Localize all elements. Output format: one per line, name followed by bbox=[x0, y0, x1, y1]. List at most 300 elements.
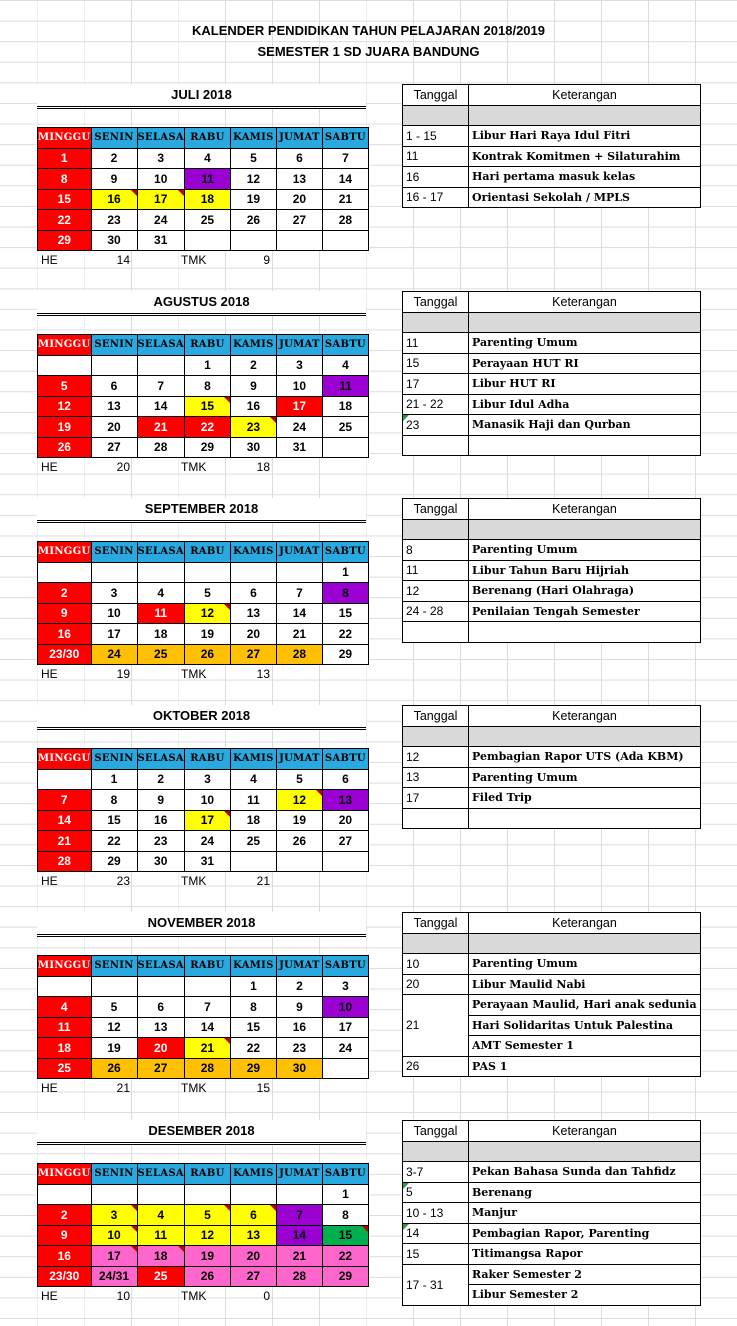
note-date: 5 bbox=[403, 1182, 469, 1203]
notes-gray-cell bbox=[469, 933, 701, 954]
day-cell: 29 bbox=[322, 1266, 368, 1287]
weekday-header-row bbox=[38, 1164, 369, 1185]
notes-header-keterangan: Keterangan bbox=[469, 913, 701, 934]
note-description: Orientasi Sekolah / MPLS bbox=[469, 187, 701, 208]
note-description: Pekan Bahasa Sunda dan Tahfidz bbox=[469, 1162, 701, 1183]
week-row bbox=[38, 562, 369, 583]
note-description: Penilaian Tengah Semester bbox=[469, 601, 701, 622]
day-cell: 26 bbox=[38, 437, 92, 458]
day-cell: 12 bbox=[276, 790, 322, 811]
he-value: 19 bbox=[116, 667, 130, 681]
he-value: 20 bbox=[116, 460, 130, 474]
day-cell: 9 bbox=[276, 997, 322, 1018]
he-label: HE bbox=[41, 460, 58, 474]
empty-day-cell bbox=[91, 1184, 137, 1205]
notes-row bbox=[403, 1162, 701, 1183]
notes-gray-cell bbox=[469, 519, 701, 540]
week-row bbox=[38, 437, 369, 458]
notes-header-row bbox=[403, 706, 701, 727]
notes-row bbox=[403, 747, 701, 768]
weekday-header: SENIN bbox=[91, 128, 137, 149]
day-cell: 31 bbox=[276, 437, 322, 458]
note-date: 10 bbox=[403, 954, 469, 975]
day-cell: 7 bbox=[276, 583, 322, 604]
day-cell: 1 bbox=[322, 1184, 368, 1205]
day-cell: 28 bbox=[184, 1058, 230, 1079]
month-block bbox=[0, 1120, 737, 1326]
day-cell: 12 bbox=[184, 1225, 230, 1246]
week-row bbox=[38, 355, 369, 376]
day-cell: 14 bbox=[184, 1017, 230, 1038]
note-date: 10 - 13 bbox=[403, 1203, 469, 1224]
day-cell: 24 bbox=[276, 417, 322, 438]
day-cell: 29 bbox=[230, 1058, 276, 1079]
day-cell: 18 bbox=[230, 810, 276, 831]
note-description: Pembagian Rapor, Parenting bbox=[469, 1223, 701, 1244]
notes-row bbox=[403, 353, 701, 374]
empty-day-cell bbox=[322, 437, 368, 458]
note-description bbox=[469, 808, 701, 829]
empty-day-cell bbox=[322, 1058, 368, 1079]
note-date: 13 bbox=[403, 767, 469, 788]
day-cell: 1 bbox=[322, 562, 368, 583]
day-cell: 8 bbox=[184, 376, 230, 397]
notes-header-row bbox=[403, 1121, 701, 1142]
day-cell: 3 bbox=[276, 355, 322, 376]
day-cell: 28 bbox=[322, 210, 368, 231]
note-date bbox=[403, 622, 469, 643]
note-date: 12 bbox=[403, 747, 469, 768]
notes-header-tanggal: Tanggal bbox=[403, 1121, 469, 1142]
day-cell: 17 bbox=[184, 810, 230, 831]
day-cell: 12 bbox=[38, 396, 92, 417]
day-cell: 30 bbox=[230, 437, 276, 458]
day-cell: 26 bbox=[230, 210, 276, 231]
day-cell: 18 bbox=[184, 189, 230, 210]
weekday-header: SENIN bbox=[91, 542, 137, 563]
weekday-header: RABU bbox=[184, 128, 230, 149]
day-cell: 15 bbox=[230, 1017, 276, 1038]
day-cell: 23 bbox=[230, 417, 276, 438]
day-cell: 9 bbox=[38, 1225, 92, 1246]
empty-day-cell bbox=[137, 562, 184, 583]
week-row bbox=[38, 790, 369, 811]
note-description: Manjur bbox=[469, 1203, 701, 1224]
day-cell: 12 bbox=[184, 603, 230, 624]
he-value: 23 bbox=[116, 874, 130, 888]
notes-header-keterangan: Keterangan bbox=[469, 292, 701, 313]
empty-day-cell bbox=[230, 851, 276, 872]
day-cell: 2 bbox=[38, 583, 92, 604]
note-description: Libur Hari Raya Idul Fitri bbox=[469, 126, 701, 147]
note-description: Pembagian Rapor UTS (Ada KBM) bbox=[469, 747, 701, 768]
note-description: Raker Semester 2 bbox=[469, 1264, 701, 1285]
day-cell: 21 bbox=[38, 831, 92, 852]
day-cell: 7 bbox=[38, 790, 92, 811]
day-cell: 22 bbox=[38, 210, 92, 231]
notes-row bbox=[403, 1223, 701, 1244]
tmk-label: TMK bbox=[181, 460, 207, 474]
week-row bbox=[38, 644, 369, 665]
month-title: JULI 2018 bbox=[37, 84, 366, 109]
day-cell: 25 bbox=[137, 1266, 184, 1287]
day-cell: 4 bbox=[184, 148, 230, 169]
tmk-value: 21 bbox=[256, 874, 270, 888]
day-cell: 11 bbox=[184, 169, 230, 190]
day-cell: 23 bbox=[137, 831, 184, 852]
notes-row bbox=[403, 435, 701, 456]
month-block bbox=[0, 912, 737, 1118]
notes-gray-row bbox=[403, 1141, 701, 1162]
empty-day-cell bbox=[184, 562, 230, 583]
day-cell: 5 bbox=[91, 997, 137, 1018]
day-cell: 22 bbox=[230, 1038, 276, 1059]
day-cell: 15 bbox=[91, 810, 137, 831]
day-cell: 11 bbox=[38, 1017, 92, 1038]
note-date: 26 bbox=[403, 1056, 469, 1077]
note-description: Libur Semester 2 bbox=[469, 1285, 701, 1306]
day-cell: 2 bbox=[276, 976, 322, 997]
month-title: NOVEMBER 2018 bbox=[37, 912, 366, 937]
day-cell: 4 bbox=[137, 1205, 184, 1226]
day-cell: 20 bbox=[230, 1246, 276, 1267]
day-cell: 25 bbox=[230, 831, 276, 852]
weekday-header-row bbox=[38, 956, 369, 977]
notes-gray-cell bbox=[403, 1141, 469, 1162]
notes-row bbox=[403, 767, 701, 788]
day-cell: 15 bbox=[38, 189, 92, 210]
day-cell: 10 bbox=[276, 376, 322, 397]
note-date: 21 bbox=[403, 995, 469, 1057]
notes-header-row bbox=[403, 913, 701, 934]
month-block bbox=[0, 84, 737, 290]
day-cell: 24 bbox=[184, 831, 230, 852]
empty-day-cell bbox=[276, 851, 322, 872]
weekday-header: SELASA bbox=[137, 956, 184, 977]
day-cell: 22 bbox=[322, 624, 368, 645]
note-description: Libur Maulid Nabi bbox=[469, 974, 701, 995]
calendar-grid bbox=[37, 748, 369, 872]
notes-gray-cell bbox=[469, 312, 701, 333]
notes-row bbox=[403, 995, 701, 1016]
calendar-grid bbox=[37, 127, 369, 251]
day-cell: 28 bbox=[38, 851, 92, 872]
notes-table bbox=[402, 498, 701, 643]
notes-header-row bbox=[403, 85, 701, 106]
note-date: 12 bbox=[403, 581, 469, 602]
tmk-label: TMK bbox=[181, 1289, 207, 1303]
weekday-header: KAMIS bbox=[230, 1164, 276, 1185]
weekday-header: SENIN bbox=[91, 956, 137, 977]
empty-day-cell bbox=[230, 1184, 276, 1205]
day-cell: 24 bbox=[91, 644, 137, 665]
note-description: Berenang bbox=[469, 1182, 701, 1203]
day-cell: 29 bbox=[184, 437, 230, 458]
week-row bbox=[38, 417, 369, 438]
weekday-header: MINGGU bbox=[38, 542, 92, 563]
he-label: HE bbox=[41, 874, 58, 888]
day-cell: 29 bbox=[38, 230, 92, 251]
empty-day-cell bbox=[276, 1184, 322, 1205]
empty-day-cell bbox=[276, 230, 322, 251]
notes-row bbox=[403, 394, 701, 415]
notes-row bbox=[403, 333, 701, 354]
day-cell: 9 bbox=[137, 790, 184, 811]
day-cell: 7 bbox=[184, 997, 230, 1018]
notes-row bbox=[403, 167, 701, 188]
note-description: Parenting Umum bbox=[469, 540, 701, 561]
tmk-label: TMK bbox=[181, 1081, 207, 1095]
day-cell: 15 bbox=[184, 396, 230, 417]
day-cell: 28 bbox=[137, 437, 184, 458]
day-cell: 10 bbox=[184, 790, 230, 811]
tmk-value: 13 bbox=[256, 667, 270, 681]
day-cell: 22 bbox=[322, 1246, 368, 1267]
day-cell: 28 bbox=[276, 644, 322, 665]
day-cell: 13 bbox=[322, 790, 368, 811]
note-date: 11 bbox=[403, 333, 469, 354]
day-cell: 26 bbox=[91, 1058, 137, 1079]
day-cell: 5 bbox=[184, 1205, 230, 1226]
empty-day-cell bbox=[137, 976, 184, 997]
day-cell: 21 bbox=[137, 417, 184, 438]
tmk-label: TMK bbox=[181, 253, 207, 267]
he-value: 10 bbox=[116, 1289, 130, 1303]
day-cell: 18 bbox=[137, 624, 184, 645]
notes-table bbox=[402, 291, 701, 456]
day-cell: 9 bbox=[230, 376, 276, 397]
day-cell: 19 bbox=[91, 1038, 137, 1059]
empty-day-cell bbox=[322, 851, 368, 872]
day-cell: 1 bbox=[91, 769, 137, 790]
day-cell: 9 bbox=[91, 169, 137, 190]
day-cell: 26 bbox=[184, 644, 230, 665]
weekday-header: KAMIS bbox=[230, 542, 276, 563]
day-cell: 14 bbox=[322, 169, 368, 190]
notes-row bbox=[403, 601, 701, 622]
weekday-header: RABU bbox=[184, 749, 230, 770]
week-row bbox=[38, 1184, 369, 1205]
month-block bbox=[0, 705, 737, 911]
note-date: 20 bbox=[403, 974, 469, 995]
day-cell: 23 bbox=[91, 210, 137, 231]
note-date: 1 - 15 bbox=[403, 126, 469, 147]
notes-row bbox=[403, 808, 701, 829]
day-cell: 12 bbox=[230, 169, 276, 190]
day-cell: 7 bbox=[322, 148, 368, 169]
note-description: Libur Idul Adha bbox=[469, 394, 701, 415]
notes-header-tanggal: Tanggal bbox=[403, 913, 469, 934]
day-cell: 27 bbox=[91, 437, 137, 458]
month-block bbox=[0, 498, 737, 704]
day-cell: 8 bbox=[38, 169, 92, 190]
weekday-header: SELASA bbox=[137, 542, 184, 563]
week-row bbox=[38, 583, 369, 604]
day-cell: 3 bbox=[91, 583, 137, 604]
weekday-header: RABU bbox=[184, 1164, 230, 1185]
week-row bbox=[38, 189, 369, 210]
week-row bbox=[38, 210, 369, 231]
weekday-header: MINGGU bbox=[38, 749, 92, 770]
empty-day-cell bbox=[137, 1184, 184, 1205]
note-date: 15 bbox=[403, 1244, 469, 1265]
weekday-header: MINGGU bbox=[38, 956, 92, 977]
empty-day-cell bbox=[322, 230, 368, 251]
calendar-grid bbox=[37, 1163, 369, 1287]
weekday-header: KAMIS bbox=[230, 335, 276, 356]
day-cell: 16 bbox=[276, 1017, 322, 1038]
weekday-header: KAMIS bbox=[230, 749, 276, 770]
day-cell: 4 bbox=[322, 355, 368, 376]
day-cell: 20 bbox=[230, 624, 276, 645]
week-row bbox=[38, 1058, 369, 1079]
day-cell: 11 bbox=[137, 603, 184, 624]
note-description: PAS 1 bbox=[469, 1056, 701, 1077]
day-cell: 21 bbox=[184, 1038, 230, 1059]
week-row bbox=[38, 169, 369, 190]
he-value: 21 bbox=[116, 1081, 130, 1095]
notes-table bbox=[402, 84, 701, 208]
empty-day-cell bbox=[38, 1184, 92, 1205]
week-row bbox=[38, 976, 369, 997]
weekday-header: SABTU bbox=[322, 335, 368, 356]
day-cell: 23 bbox=[276, 1038, 322, 1059]
day-cell: 13 bbox=[91, 396, 137, 417]
weekday-header: JUMAT bbox=[276, 956, 322, 977]
day-cell: 31 bbox=[184, 851, 230, 872]
day-cell: 7 bbox=[137, 376, 184, 397]
day-cell: 6 bbox=[322, 769, 368, 790]
note-date: 17 - 31 bbox=[403, 1264, 469, 1305]
day-cell: 6 bbox=[230, 583, 276, 604]
weekday-header: MINGGU bbox=[38, 335, 92, 356]
weekday-header: JUMAT bbox=[276, 542, 322, 563]
weekday-header: MINGGU bbox=[38, 128, 92, 149]
day-cell: 2 bbox=[91, 148, 137, 169]
day-cell: 18 bbox=[322, 396, 368, 417]
day-cell: 20 bbox=[322, 810, 368, 831]
weekday-header: JUMAT bbox=[276, 335, 322, 356]
note-description: AMT Semester 1 bbox=[469, 1036, 701, 1057]
notes-header-keterangan: Keterangan bbox=[469, 499, 701, 520]
notes-row bbox=[403, 187, 701, 208]
day-cell: 16 bbox=[91, 189, 137, 210]
notes-row bbox=[403, 1244, 701, 1265]
notes-header-tanggal: Tanggal bbox=[403, 85, 469, 106]
day-cell: 4 bbox=[137, 583, 184, 604]
day-cell: 3 bbox=[184, 769, 230, 790]
day-cell: 5 bbox=[276, 769, 322, 790]
notes-row bbox=[403, 1056, 701, 1077]
notes-gray-cell bbox=[469, 726, 701, 747]
day-cell: 22 bbox=[184, 417, 230, 438]
day-cell: 25 bbox=[137, 644, 184, 665]
note-date: 21 - 22 bbox=[403, 394, 469, 415]
week-row bbox=[38, 396, 369, 417]
day-cell: 23/30 bbox=[38, 644, 92, 665]
day-cell: 25 bbox=[184, 210, 230, 231]
month-title: DESEMBER 2018 bbox=[37, 1120, 366, 1145]
empty-day-cell bbox=[276, 562, 322, 583]
weekday-header: RABU bbox=[184, 542, 230, 563]
day-cell: 12 bbox=[91, 1017, 137, 1038]
weekday-header: MINGGU bbox=[38, 1164, 92, 1185]
notes-row bbox=[403, 415, 701, 436]
day-cell: 6 bbox=[230, 1205, 276, 1226]
day-cell: 30 bbox=[276, 1058, 322, 1079]
notes-header-row bbox=[403, 499, 701, 520]
day-cell: 18 bbox=[38, 1038, 92, 1059]
weekday-header: SELASA bbox=[137, 1164, 184, 1185]
note-date: 16 bbox=[403, 167, 469, 188]
calendar-grid bbox=[37, 955, 369, 1079]
day-cell: 26 bbox=[276, 831, 322, 852]
day-cell: 10 bbox=[91, 603, 137, 624]
weekday-header: SELASA bbox=[137, 128, 184, 149]
he-label: HE bbox=[41, 1081, 58, 1095]
weekday-header-row bbox=[38, 749, 369, 770]
day-cell: 13 bbox=[230, 1225, 276, 1246]
day-cell: 17 bbox=[276, 396, 322, 417]
note-date: 17 bbox=[403, 788, 469, 809]
notes-row bbox=[403, 954, 701, 975]
day-cell: 20 bbox=[276, 189, 322, 210]
day-cell: 9 bbox=[38, 603, 92, 624]
weekday-header: SABTU bbox=[322, 1164, 368, 1185]
note-date: 11 bbox=[403, 560, 469, 581]
note-description: Parenting Umum bbox=[469, 767, 701, 788]
weekday-header: SABTU bbox=[322, 128, 368, 149]
day-cell: 17 bbox=[91, 1246, 137, 1267]
week-row bbox=[38, 148, 369, 169]
day-cell: 22 bbox=[91, 831, 137, 852]
weekday-header: JUMAT bbox=[276, 128, 322, 149]
weekday-header-row bbox=[38, 542, 369, 563]
week-row bbox=[38, 851, 369, 872]
notes-header-keterangan: Keterangan bbox=[469, 706, 701, 727]
week-row bbox=[38, 1038, 369, 1059]
empty-day-cell bbox=[91, 562, 137, 583]
day-cell: 24 bbox=[137, 210, 184, 231]
notes-row bbox=[403, 146, 701, 167]
day-cell: 19 bbox=[184, 1246, 230, 1267]
week-row bbox=[38, 831, 369, 852]
note-description: Hari Solidaritas Untuk Palestina bbox=[469, 1015, 701, 1036]
empty-day-cell bbox=[91, 976, 137, 997]
note-description: Hari pertama masuk kelas bbox=[469, 167, 701, 188]
day-cell: 14 bbox=[276, 1225, 322, 1246]
day-cell: 5 bbox=[184, 583, 230, 604]
day-cell: 11 bbox=[137, 1225, 184, 1246]
empty-day-cell bbox=[38, 769, 92, 790]
day-cell: 27 bbox=[230, 644, 276, 665]
weekday-header: SABTU bbox=[322, 749, 368, 770]
week-row bbox=[38, 1266, 369, 1287]
day-cell: 10 bbox=[322, 997, 368, 1018]
day-cell: 28 bbox=[276, 1266, 322, 1287]
day-cell: 15 bbox=[322, 1225, 368, 1246]
notes-header-tanggal: Tanggal bbox=[403, 706, 469, 727]
page-subtitle: SEMESTER 1 SD JUARA BANDUNG bbox=[257, 44, 480, 59]
note-date: 15 bbox=[403, 353, 469, 374]
notes-gray-row bbox=[403, 105, 701, 126]
he-label: HE bbox=[41, 667, 58, 681]
notes-row bbox=[403, 560, 701, 581]
note-description: Libur HUT RI bbox=[469, 374, 701, 395]
note-description: Parenting Umum bbox=[469, 333, 701, 354]
notes-gray-row bbox=[403, 726, 701, 747]
note-date bbox=[403, 435, 469, 456]
